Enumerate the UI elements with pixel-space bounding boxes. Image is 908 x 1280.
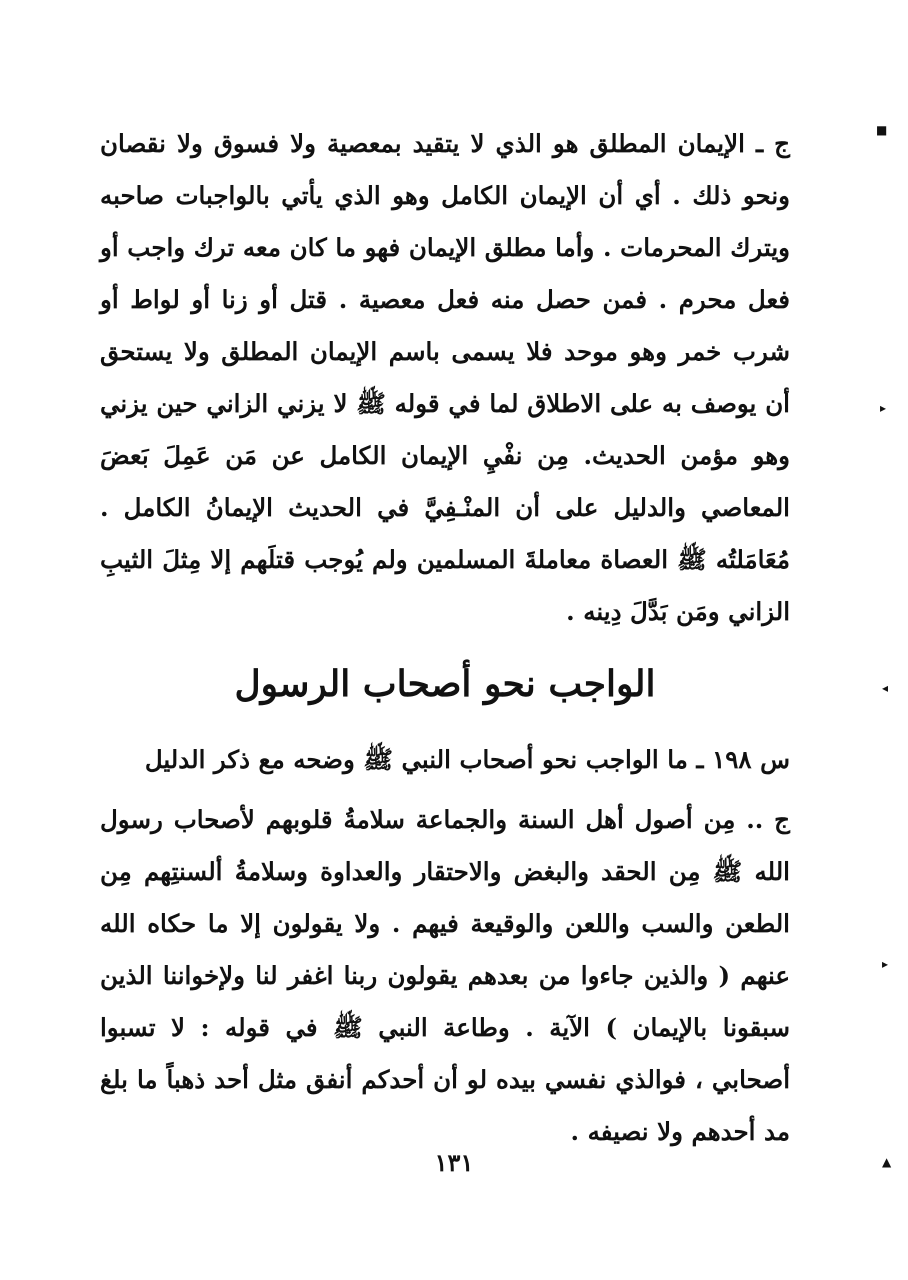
scan-mark: ▲: [882, 1155, 892, 1169]
answer-paragraph-faith: ج ـ الإيمان المطلق هو الذي لا يتقيد بمعصية ولا فسوق ولا نقصان ونحو ذلك . أي أن الإيمان الكامل وهو الذي يأتي بالواجبات صاحبه ويترك المحرمات . وأما مطلق الإيمان فهو ما كان معه ترك واجب أو فعل محرم . فمن حصل منه فعل معصية . قتل أو زنا أو لواط أو شرب خمر وهو موحد فلا يسمى باسم الإيمان المطلق ولا يستحق أن يوصف به على الاطلاق لما في قوله ﷺ لا يزني الزاني حين يزني وهو مؤمن الحديث. مِن نفْيِ الإيمان الكامل عن مَن عَمِلَ بَعضَ المعاصي والدليل على أن المنْـفِيَّ في الحديث الإيمانُ الكامل . مُعَامَلتُه ﷺ العصاة معاملةَ المسلمين ولم يُوجب قتلَهم إلا مِثلَ الثيبِ الزاني ومَن بَدَّلَ دِينه .: [100, 129, 790, 626]
scan-mark: ▸: [880, 401, 887, 415]
page-number: ١٣١: [434, 1148, 474, 1177]
section-heading: الواجب نحو أصحاب الرسول: [234, 663, 656, 705]
question-paragraph: س ١٩٨ ـ ما الواجب نحو أصحاب النبي ﷺ وضحه مع ذكر الدليل: [144, 745, 790, 774]
answer-paragraph-companions: ج .. مِن أصول أهل السنة والجماعة سلامةُ قلوبهم لأصحاب رسول الله ﷺ مِن الحقد والبغض والاحتقار والعداوة وسلامةُ ألسنتِهم مِن الطعن والسب واللعن والوقيعة فيهم . ولا يقولون إلا ما حكاه الله عنهم ( والذين جاءوا من بعدهم يقولون ربنا اغفر لنا ولإخواننا الذين سبقونا بالإيمان ) الآية . وطاعة النبي ﷺ في قوله : لا تسبوا أصحابي ، فوالذي نفسي بيده لو أن أحدكم أنفق مثل أحد ذهباً ما بلغ مد أحدهم ولا نصيفه .: [100, 805, 790, 1146]
scan-mark: ▸: [882, 957, 889, 971]
scan-mark: ◂: [882, 681, 889, 695]
scan-mark: ■: [876, 123, 888, 137]
page-content: [100, 118, 790, 1198]
